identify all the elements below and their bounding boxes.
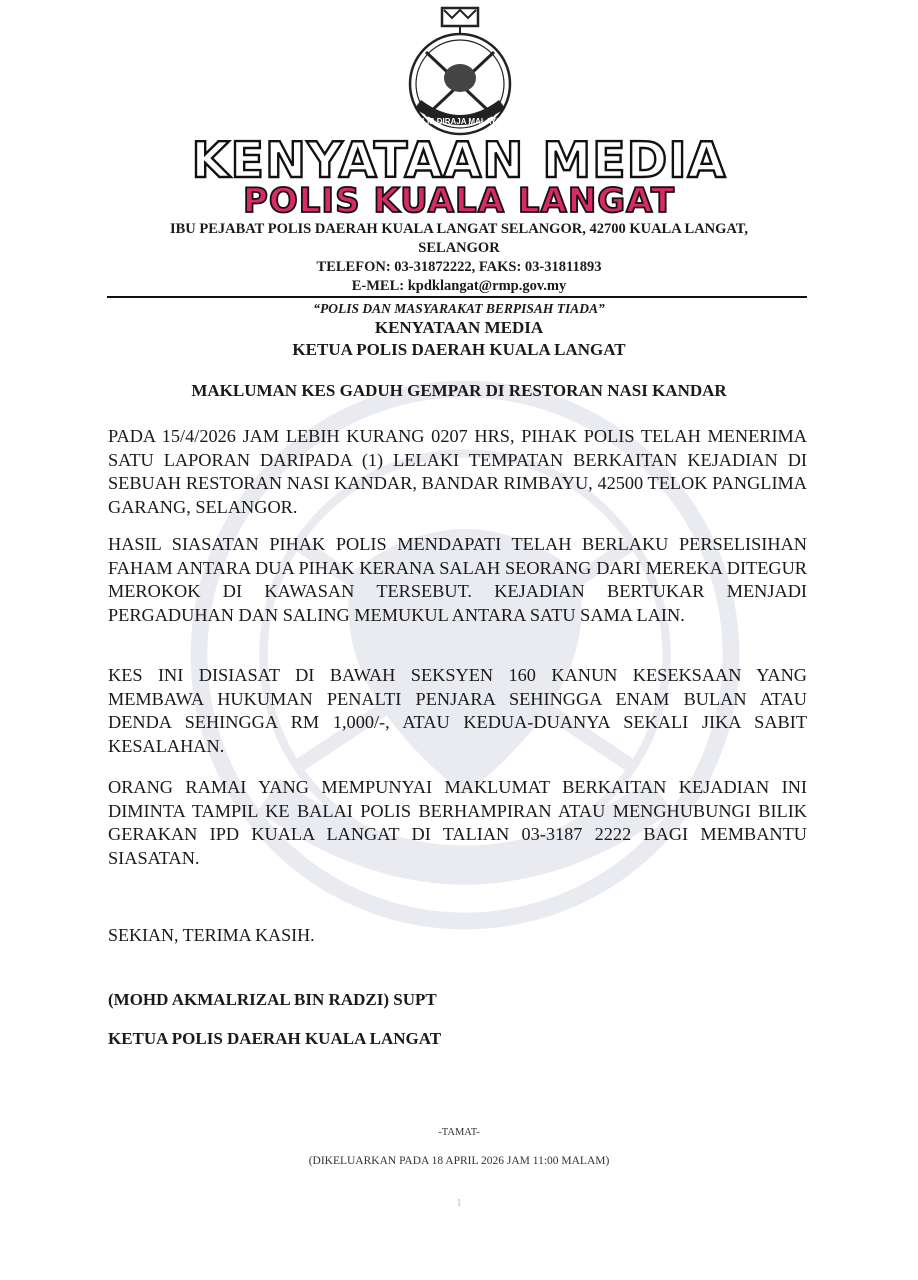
- svg-text:POLIS DIRAJA MALAYSIA: POLIS DIRAJA MALAYSIA: [410, 117, 510, 126]
- header-divider: [107, 296, 807, 298]
- body-paragraph: ORANG RAMAI YANG MEMPUNYAI MAKLUMAT BERKAITAN KEJADIAN INI DIMINTA TAMPIL KE BALAI POLIS BERHAMPIRAN ATAU MENGHUBUNGI BILIK GERAKAN IPD KUALA LANGAT DI TALIAN 03-3187 2222 BAGI MEMBANTU SIASATAN.: [108, 777, 807, 868]
- signatory-name: (MOHD AKMALRIZAL BIN RADZI) SUPT: [108, 990, 437, 1009]
- end-marker: -TAMAT-: [438, 1127, 480, 1138]
- statement-subject: MAKLUMAN KES GADUH GEMPAR DI RESTORAN NASI KANDAR: [191, 381, 727, 400]
- title-banner: KENYATAAN MEDIA: [191, 132, 727, 189]
- address-line-2: SELANGOR: [418, 240, 500, 256]
- body-paragraph: HASIL SIASATAN PIHAK POLIS MENDAPATI TELAH BERLAKU PERSELISIHAN FAHAM ANTARA DUA PIHAK KERANA SALAH SEORANG DARI MEREKA DITEGUR MEROKOK DI KAWASAN TERSEBUT. KEJADIAN BERTUKAR MENJADI PERGADUHAN DAN SALING MEMUKUL ANTARA SATU SAMA LAIN.: [108, 534, 807, 625]
- address-line-1: IBU PEJABAT POLIS DAERAH KUALA LANGAT SELANGOR, 42700 KUALA LANGAT,: [169, 221, 749, 237]
- page-number: 1: [456, 1197, 462, 1209]
- motto: “POLIS DAN MASYARAKAT BERPISAH TIADA”: [313, 301, 605, 316]
- subtitle-banner: POLIS KUALA LANGAT: [242, 181, 676, 221]
- signatory-position: KETUA POLIS DAERAH KUALA LANGAT: [108, 1029, 442, 1048]
- statement-heading: KENYATAAN MEDIA: [374, 318, 544, 337]
- statement-issuer: KETUA POLIS DAERAH KUALA LANGAT: [292, 340, 626, 359]
- issued-note: (DIKELUARKAN PADA 18 APRIL 2026 JAM 11:00 MALAM): [308, 1155, 610, 1167]
- body-paragraph: PADA 15/4/2026 JAM LEBIH KURANG 0207 HRS, PIHAK POLIS TELAH MENERIMA SATU LAPORAN DARIPADA (1) LELAKI TEMPATAN BERKAITAN KEJADIAN DI SEBUAH RESTORAN NASI KANDAR, BANDAR RIMBAYU, 42500 TELOK PANGLIMA GARANG, SELANGOR.: [108, 426, 807, 517]
- body-paragraph: KES INI DISIASAT DI BAWAH SEKSYEN 160 KANUN KESEKSAAN YANG MEMBAWA HUKUMAN PENALTI PENJARA SEHINGGA ENAM BULAN ATAU DENDA SEHINGGA RM 1,000/-, ATAU KEDUA-DUANYA SEKALI JIKA SABIT KESALAHAN.: [108, 665, 807, 756]
- polis-diraja-malaysia-logo: [396, 6, 524, 138]
- closing-remark: SEKIAN, TERIMA KASIH.: [108, 925, 315, 945]
- email: E-MEL: kpdklangat@rmp.gov.my: [351, 278, 567, 294]
- phone-fax: TELEFON: 03-31872222, FAKS: 03-31811893: [316, 259, 602, 275]
